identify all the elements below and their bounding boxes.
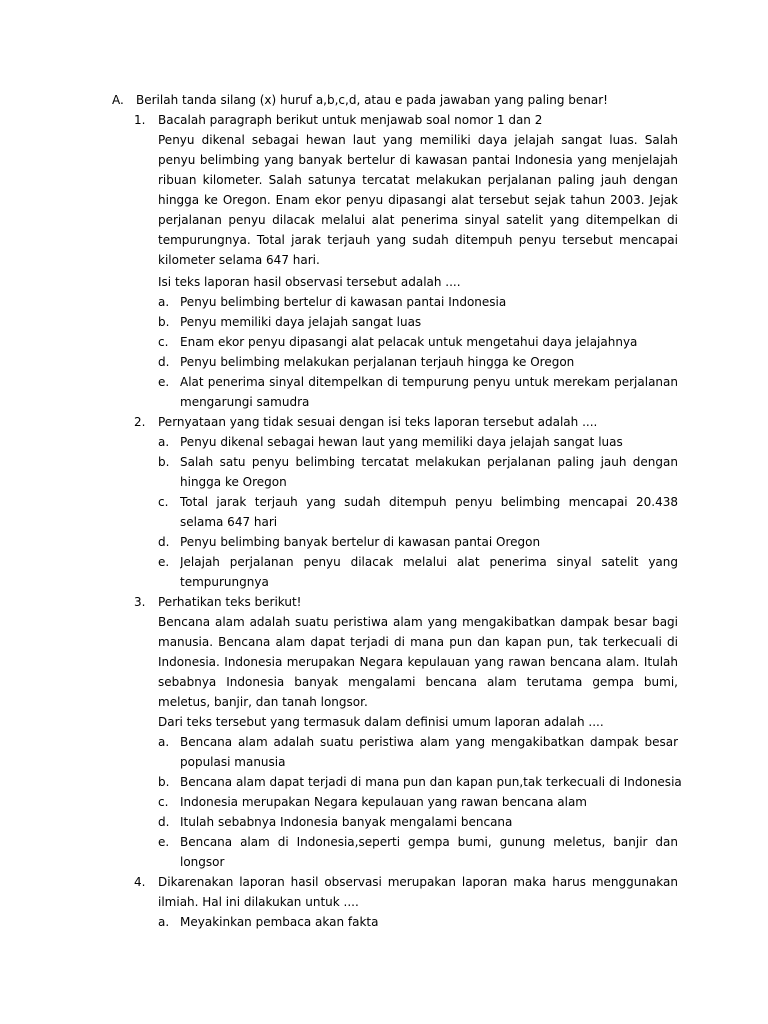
- option-text: Alat penerima sinyal ditempelkan di tempurung penyu untuk merekam perjalanan: [180, 375, 678, 389]
- section-header: [112, 90, 608, 110]
- passage-line: ribuan kilometer. Salah satunya tercatat melakukan perjalanan paling jauh dengan: [158, 173, 678, 187]
- option-letter: a.: [158, 915, 170, 929]
- section-instruction: Berilah tanda silang (x) huruf a,b,c,d, atau e pada jawaban yang paling benar!: [136, 93, 608, 107]
- option-text-cont: longsor: [180, 855, 225, 869]
- option-text: Itulah sebabnya Indonesia banyak mengalami bencana: [180, 815, 513, 829]
- option-letter: b.: [158, 315, 170, 329]
- option-text-cont: tempurungnya: [180, 575, 269, 589]
- option-text-cont: mengarungi samudra: [180, 395, 310, 409]
- question-prompt-cont: ilmiah. Hal ini dilakukan untuk ....: [158, 895, 359, 909]
- question-1-header: [134, 110, 614, 130]
- passage-line: manusia. Bencana alam dapat terjadi di mana pun dan kapan pun, tak terkecuali di: [158, 635, 678, 649]
- option-text: Penyu belimbing banyak bertelur di kawasan pantai Oregon: [180, 535, 541, 549]
- passage-line: Penyu dikenal sebagai hewan laut yang memiliki daya jelajah sangat luas. Salah: [158, 133, 678, 147]
- section-marker: A.: [112, 93, 124, 107]
- option-text-cont: hingga ke Oregon: [180, 475, 287, 489]
- option-a[interactable]: [158, 732, 678, 752]
- option-e[interactable]: [158, 552, 678, 572]
- option-letter: b.: [158, 455, 170, 469]
- option-c[interactable]: [158, 492, 678, 512]
- option-text: Penyu dikenal sebagai hewan laut yang memiliki daya jelajah sangat luas: [180, 435, 623, 449]
- option-letter: e.: [158, 835, 170, 849]
- passage-line: sebabnya Indonesia banyak mengalami bencana alam terutama gempa bumi,: [158, 675, 678, 689]
- question-prompt: Bacalah paragraph berikut untuk menjawab soal nomor 1 dan 2: [158, 113, 543, 127]
- passage-line: kilometer selama 647 hari.: [158, 253, 320, 267]
- option-text: Penyu belimbing bertelur di kawasan pantai Indonesia: [180, 295, 507, 309]
- option-text-cont: populasi manusia: [180, 755, 286, 769]
- option-text: Bencana alam dapat terjadi di mana pun dan kapan pun,tak terkecuali di Indonesia: [180, 775, 682, 789]
- option-text: Bencana alam adalah suatu peristiwa alam yang mengakibatkan dampak besar: [180, 735, 678, 749]
- option-letter: d.: [158, 355, 170, 369]
- passage-line: hingga ke Oregon. Enam ekor penyu dipasangi alat tersebut sejak tahun 2003. Jejak: [158, 193, 678, 207]
- option-letter: a.: [158, 435, 170, 449]
- option-text: Bencana alam di Indonesia,seperti gempa bumi, gunung meletus, banjir dan: [180, 835, 678, 849]
- option-letter: c.: [158, 795, 169, 809]
- option-letter: c.: [158, 495, 169, 509]
- option-letter: c.: [158, 335, 169, 349]
- passage-line: tempurungnya. Total jarak terjauh yang sudah ditempuh penyu tersebut mencapai: [158, 233, 678, 247]
- question-2-header: [134, 412, 614, 432]
- question-number: 4.: [134, 875, 146, 889]
- option-letter: e.: [158, 555, 170, 569]
- passage-line: Bencana alam adalah suatu peristiwa alam yang mengakibatkan dampak besar bagi: [158, 615, 678, 629]
- question-prompt: Perhatikan teks berikut!: [158, 595, 302, 609]
- option-text: Meyakinkan pembaca akan fakta: [180, 915, 379, 929]
- question-number: 1.: [134, 113, 146, 127]
- question-1-text: Isi teks laporan hasil observasi tersebut adalah ....: [158, 275, 461, 289]
- question-number: 3.: [134, 595, 146, 609]
- question-4-header: [134, 872, 678, 892]
- passage-line: Indonesia. Indonesia merupakan Negara kepulauan yang rawan bencana alam. Itulah: [158, 655, 678, 669]
- option-letter: a.: [158, 735, 170, 749]
- option-text: Total jarak terjauh yang sudah ditempuh penyu belimbing mencapai 20.438: [180, 495, 678, 509]
- option-text: Enam ekor penyu dipasangi alat pelacak untuk mengetahui daya jelajahnya: [180, 335, 638, 349]
- option-letter: b.: [158, 775, 170, 789]
- option-b[interactable]: [158, 452, 678, 472]
- option-letter: a.: [158, 295, 170, 309]
- option-text: Penyu memiliki daya jelajah sangat luas: [180, 315, 422, 329]
- option-e[interactable]: [158, 372, 678, 392]
- option-text: Penyu belimbing melakukan perjalanan terjauh hingga ke Oregon: [180, 355, 575, 369]
- option-letter: d.: [158, 535, 170, 549]
- question-number: 2.: [134, 415, 146, 429]
- passage-line: penyu belimbing yang banyak bertelur di kawasan pantai Indonesia yang menjelajah: [158, 153, 678, 167]
- option-text: Indonesia merupakan Negara kepulauan yang rawan bencana alam: [180, 795, 587, 809]
- option-letter: e.: [158, 375, 170, 389]
- passage-line: meletus, banjir, dan tanah longsor.: [158, 695, 368, 709]
- option-text: Salah satu penyu belimbing tercatat melakukan perjalanan paling jauh dengan: [180, 455, 678, 469]
- question-3-header: [134, 592, 614, 612]
- question-prompt: Dikarenakan laporan hasil observasi merupakan laporan maka harus menggunakan: [158, 875, 678, 889]
- question-prompt: Pernyataan yang tidak sesuai dengan isi teks laporan tersebut adalah ....: [158, 415, 598, 429]
- passage-line: perjalanan penyu dilacak melalui alat penerima sinyal satelit yang ditempelkan di: [158, 213, 678, 227]
- option-text-cont: selama 647 hari: [180, 515, 278, 529]
- option-text: Jelajah perjalanan penyu dilacak melalui alat penerima sinyal satelit yang: [180, 555, 678, 569]
- option-letter: d.: [158, 815, 170, 829]
- option-e[interactable]: [158, 832, 678, 852]
- question-3-text: Dari teks tersebut yang termasuk dalam definisi umum laporan adalah ....: [158, 715, 604, 729]
